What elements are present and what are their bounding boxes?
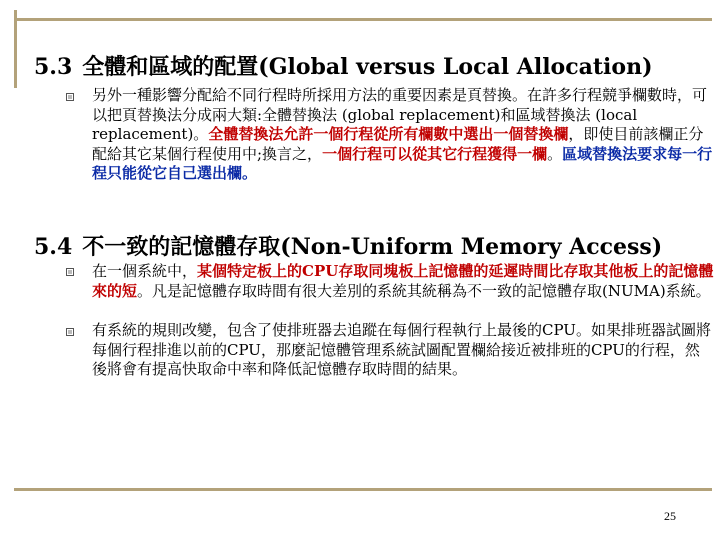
frame-left-rule [14, 10, 17, 88]
section-number: 5.3 [34, 54, 73, 80]
text-plain: 。 [547, 144, 563, 163]
section-number: 5.4 [34, 234, 73, 260]
text-highlight-red: 某個特定板上的CPU存取同塊板上記憶體的延遲時間比存取其他板上的記憶體來的短 [92, 262, 714, 300]
bullet-square-icon [66, 328, 74, 336]
paragraph-scheduler [92, 321, 714, 380]
page-number: 25 [664, 509, 676, 523]
text-plain: 另外一種影響分配給不同行程時所採用方法的重要因素是頁替換。在許多行程競爭欄數時，可以把頁替換法分成兩大類:全體替換法 (global replacement)和區域替換法 (local replacement)。 [92, 86, 708, 143]
text-plain: 在一個系統中， [92, 262, 198, 280]
section-title-5-4 [34, 230, 662, 261]
text-highlight-blue: 區域替換法要求每一行程只能從它自己選出欄。 [92, 144, 713, 182]
bullet-square-icon [66, 93, 74, 101]
text-plain: 有系統的規則改變，包含了使排班器去追蹤在每個行程執行上最後的CPU。如果排班器試圖將每個行程排進以前的CPU，那麼記憶體管理系統試圖配置欄給接近被排班的CPU的行程，然後將會有提高快取命中率和降低記憶體存取時間的結果。 [92, 321, 711, 378]
text-highlight-red: 全體替換法允許一個行程從所有欄數中選出一個替換欄 [208, 125, 569, 143]
section-title-text: 全體和區域的配置(Global versus Local Allocation) [82, 54, 653, 80]
section-title-text: 不一致的記憶體存取(Non-Uniform Memory Access) [82, 234, 663, 260]
frame-top-rule [14, 18, 712, 21]
text-plain: 。凡是記憶體存取時間有很大差別的系統其統稱為不一致的記憶體存取(NUMA)系統。 [137, 281, 711, 300]
frame-bottom-rule [14, 488, 712, 491]
section-title-5-3 [34, 50, 652, 81]
paragraph-page-replacement [92, 86, 714, 184]
paragraph-numa [92, 262, 714, 301]
text-highlight-red: 一個行程可以從其它行程獲得一欄 [322, 144, 548, 163]
bullet-square-icon [66, 268, 74, 276]
text-plain: ，即使目前該欄正分配給其它某個行程使用中;換言之， [92, 125, 704, 163]
